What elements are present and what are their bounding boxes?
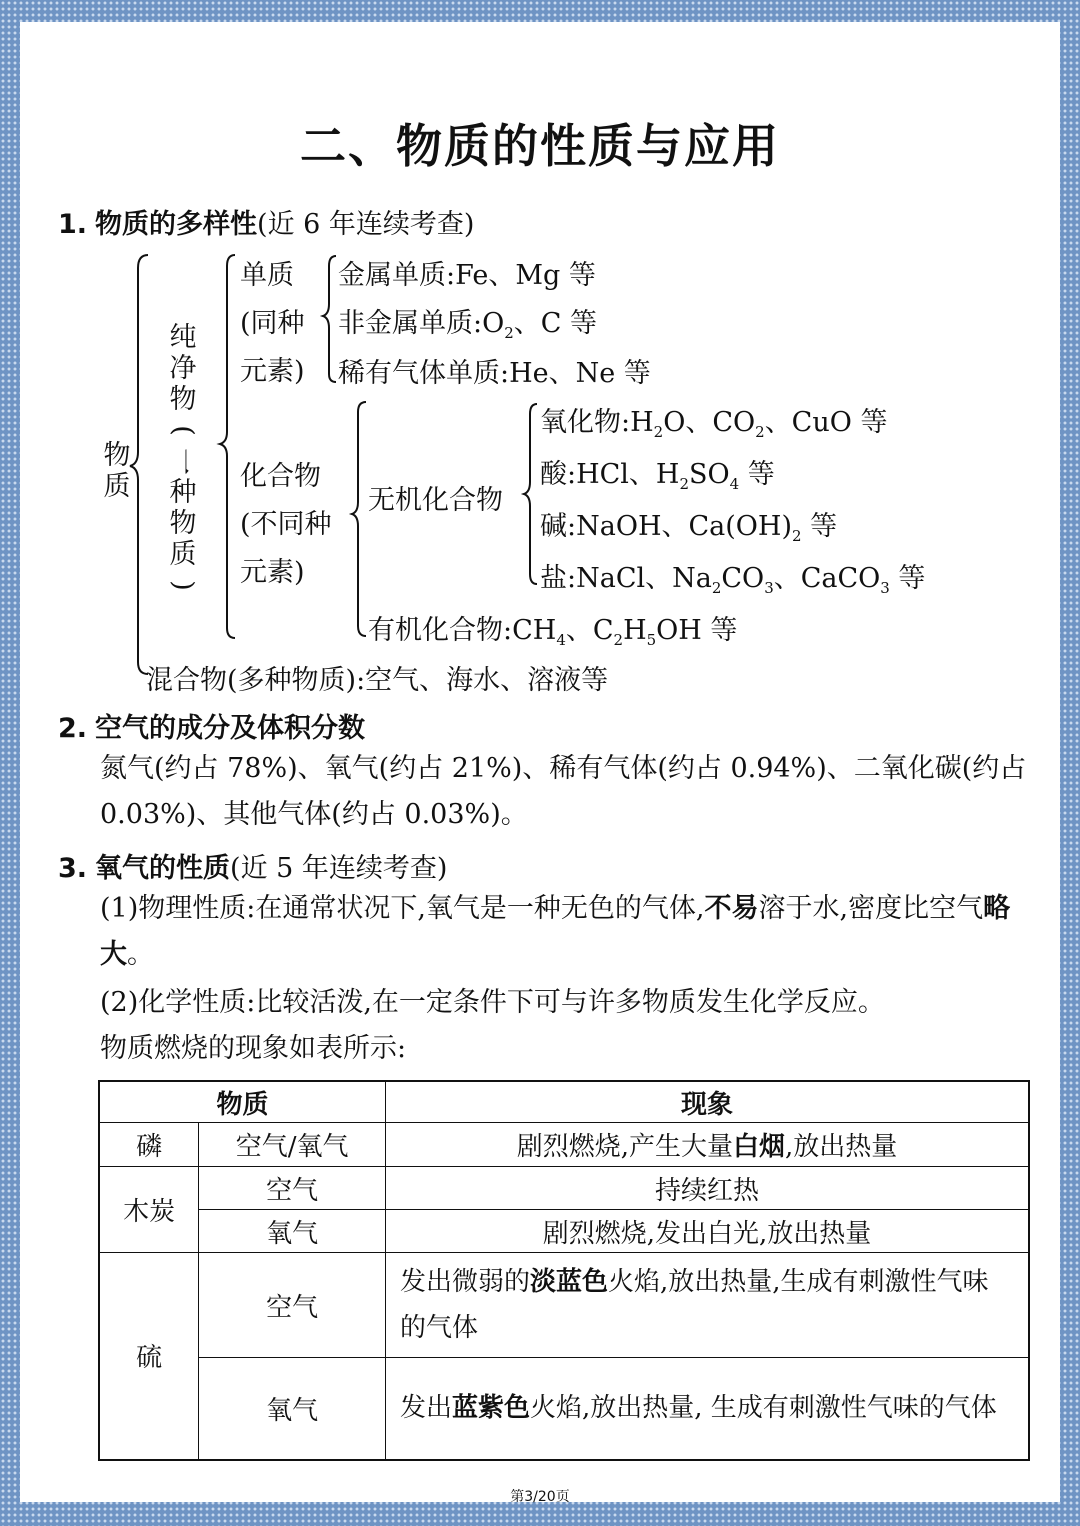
elemental-label-1: 单质 [240, 260, 294, 291]
table-row [99, 1210, 1029, 1253]
organic-compounds: 有机化合物$:CH_4$、$C_2H_5OH$ 等 [368, 615, 738, 649]
section-number: 3. [58, 853, 88, 884]
table-header-row [99, 1081, 1029, 1123]
compound-label-1: 化合物 [240, 461, 321, 492]
condition-cell: 空气/氧气 [199, 1123, 386, 1167]
table-row [99, 1253, 1029, 1358]
phenomenon-cell: 剧烈燃烧,发出白光,放出热量 [385, 1210, 1029, 1253]
section-note: (近 6 年连续考查) [257, 209, 475, 240]
section-title: 氧气的性质 [95, 853, 231, 884]
section-number: 2. [58, 713, 88, 744]
oxides: 氧化物$:H_2O$、$CO_2$、CuO 等 [540, 407, 888, 441]
nonmetal-elements: 非金属单质$:O_2$、C 等 [338, 308, 598, 342]
section-title: 物质的多样性 [95, 209, 258, 240]
substance-sulfur: 硫 [99, 1253, 199, 1460]
condition-cell: 空气 [199, 1167, 386, 1210]
condition-cell: 氧气 [199, 1210, 386, 1253]
pure-substance-label: 纯 净 物 ( 一 种 物 质 ) [167, 322, 199, 591]
condition-cell: 空气 [199, 1253, 386, 1358]
page [20, 22, 1060, 1505]
section-number: 1. [58, 209, 88, 240]
header-phenomenon: 现象 [385, 1081, 1029, 1123]
noble-gas-elements: 稀有气体单质:He、Ne 等 [338, 358, 651, 389]
acids: 酸:HCl、$H_2SO_4$ 等 [540, 459, 775, 493]
phenomenon-cell: 剧烈燃烧,产生大量白烟,放出热量 [385, 1123, 1029, 1167]
phenomenon-cell: 持续红热 [385, 1167, 1029, 1210]
page-number: 第3/20页 [510, 1489, 570, 1505]
root-matter-label: 物 质 [103, 440, 131, 502]
brace-pure [220, 255, 235, 638]
phenomenon-cell: 发出蓝紫色火焰,放出热量, 生成有刺激性气味的气体 [385, 1358, 1029, 1460]
section-title: 空气的成分及体积分数 [95, 713, 366, 744]
compound-label-3: 元素) [240, 557, 305, 588]
brace-inorganic [524, 404, 537, 584]
page-title: 二、物质的性质与应用 [300, 119, 780, 173]
combustion-table [98, 1080, 1030, 1461]
table-row [99, 1123, 1029, 1167]
substance-charcoal: 木炭 [99, 1167, 199, 1253]
chemical-properties: (2)化学性质:比较活泼,在一定条件下可与许多物质发生化学反应。 [100, 987, 885, 1018]
table-intro: 物质燃烧的现象如表所示: [100, 1033, 407, 1064]
elemental-label-3: 元素) [240, 356, 305, 387]
brace-matter [130, 255, 148, 674]
bases: 碱:NaOH、$Ca(OH)_2$ 等 [540, 511, 838, 545]
mixture: 混合物(多种物质):空气、海水、溶液等 [146, 665, 609, 696]
table-row [99, 1358, 1029, 1460]
elemental-label-2: (同种 [240, 308, 305, 339]
air-composition-text: 氮气(约占 78%)、氧气(约占 21%)、稀有气体(约占 0.94%)、二氧化碳(约占 0.03%)、其他气体(约占 0.03%)。 [100, 753, 1027, 830]
table-row [99, 1167, 1029, 1210]
section-note: (近 5 年连续考查) [230, 853, 448, 884]
physical-properties: (1)物理性质:在通常状况下,氧气是一种无色的气体,不易溶于水,密度比空气略大。 [100, 893, 1011, 970]
section-2-heading [58, 706, 365, 745]
section-3-heading [58, 846, 447, 885]
header-substance: 物质 [99, 1081, 385, 1123]
inorganic-label: 无机化合物 [368, 485, 503, 516]
compound-label-2: (不同种 [240, 509, 332, 540]
brace-elemental [323, 256, 336, 382]
salts: 盐:NaCl、$Na_2CO_3$、CaCO$_3$ 等 [540, 563, 926, 597]
substance-phosphorus: 磷 [99, 1123, 199, 1167]
phenomenon-cell: 发出微弱的淡蓝色火焰,放出热量,生成有刺激性气味的气体 [385, 1253, 1029, 1358]
brace-compound [352, 402, 366, 636]
condition-cell: 氧气 [199, 1358, 386, 1460]
metal-elements: 金属单质:Fe、Mg 等 [338, 260, 596, 291]
